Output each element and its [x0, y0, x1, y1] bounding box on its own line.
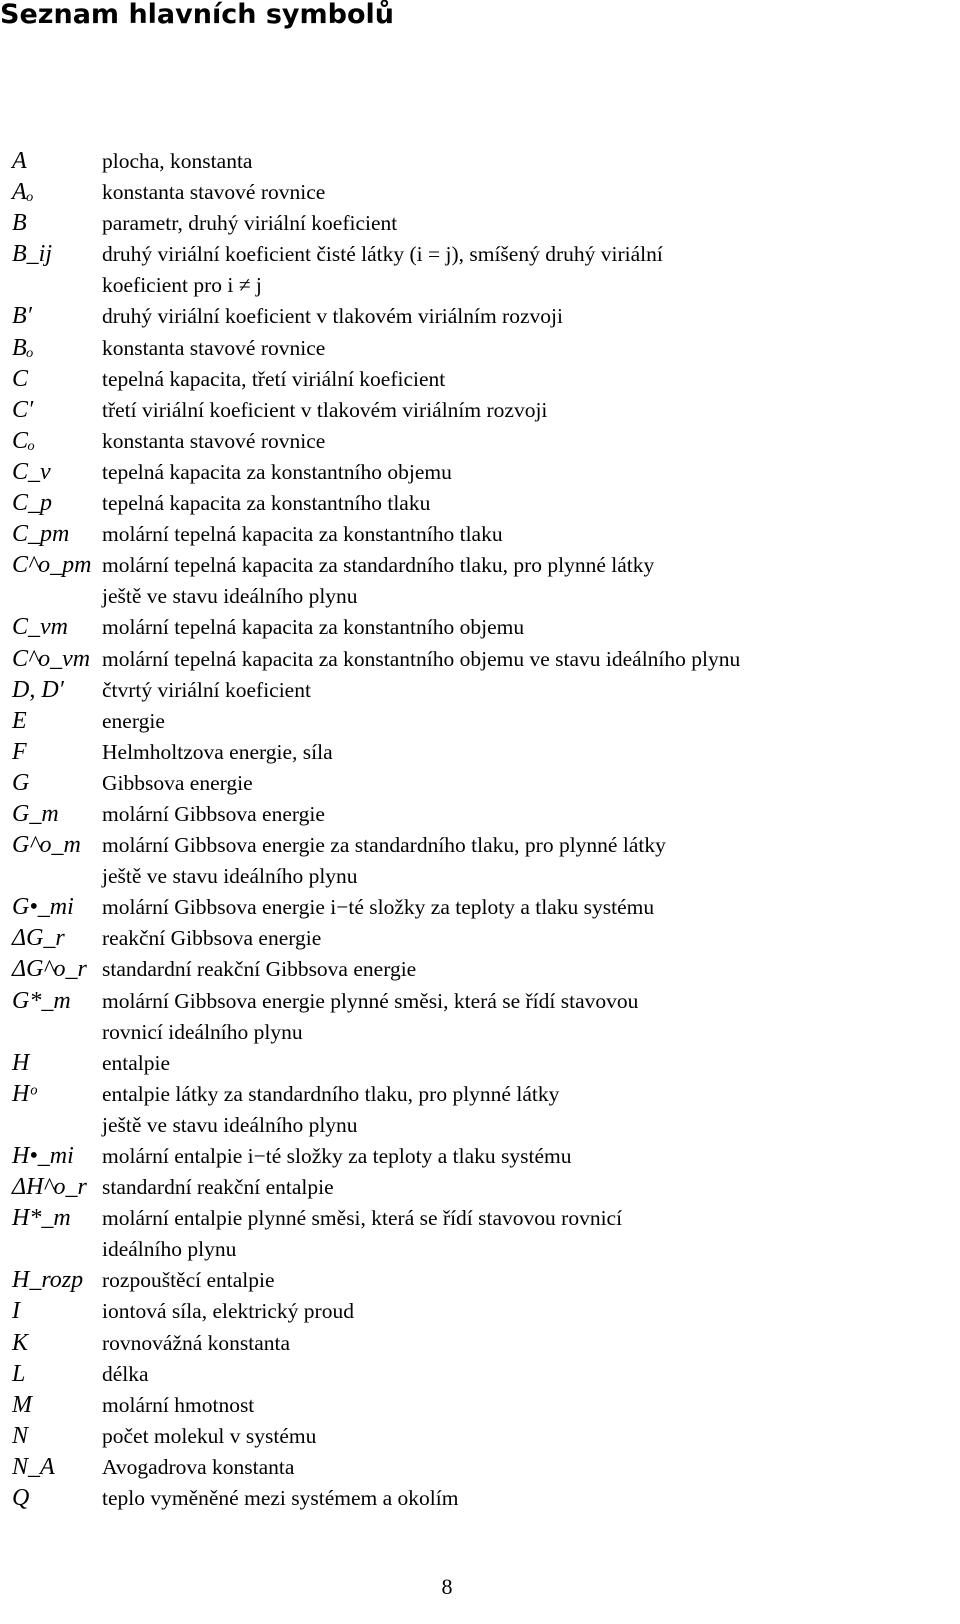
symbol: I	[12, 1298, 20, 1325]
symbol: M	[12, 1391, 32, 1418]
symbol-entry	[12, 1483, 952, 1514]
symbol-description: délka	[102, 1361, 149, 1386]
symbol-description: energie	[102, 708, 165, 733]
symbol: H	[12, 1049, 30, 1076]
symbol-description: molární Gibbsova energie za standardního tlaku, pro plynné látky ještě ve stavu ideálního plynu	[102, 833, 666, 889]
symbol-entry	[12, 364, 952, 395]
symbol-description: molární entalpie plynné směsi, která se řídí stavovou rovnicí ideálního plynu	[102, 1206, 623, 1262]
symbol: Hᵒ	[12, 1080, 37, 1107]
symbol: C^o_vm	[12, 645, 91, 672]
symbol-entry	[12, 612, 952, 643]
symbol-description: molární tepelná kapacita za konstantního objemu	[102, 615, 525, 640]
symbol-entry	[12, 239, 952, 301]
symbol: E	[12, 707, 27, 734]
symbol-description: čtvrtý viriální koeficient	[102, 677, 311, 702]
symbol-entry	[12, 1421, 952, 1452]
symbol-description: Avogadrova konstanta	[102, 1454, 295, 1479]
symbol-entry	[12, 1203, 952, 1265]
symbol-entry	[12, 1390, 952, 1421]
symbol: Q	[12, 1485, 30, 1512]
symbol-description: druhý viriální koeficient čisté látky (i = j), smíšený druhý viriální koeficient pro i ≠ j	[102, 242, 663, 298]
symbol: D, D′	[12, 676, 64, 703]
symbol-entry	[12, 706, 952, 737]
page-heading: Seznam hlavních symbolů	[0, 0, 395, 30]
symbol-entry	[12, 146, 952, 177]
symbol-description: entalpie látky za standardního tlaku, pro plynné látky ještě ve stavu ideálního plynu	[102, 1081, 560, 1137]
symbol: K	[12, 1329, 29, 1356]
symbol-entry	[12, 519, 952, 550]
symbol-description: molární tepelná kapacita za konstantního objemu ve stavu ideálního plynu	[102, 646, 741, 671]
symbol-description: standardní reakční Gibbsova energie	[102, 957, 417, 982]
symbol-description: molární Gibbsova energie plynné směsi, která se řídí stavovou rovnicí ideálního plynu	[102, 988, 639, 1044]
symbol-description: standardní reakční entalpie	[102, 1175, 334, 1200]
symbol: C′	[12, 396, 34, 423]
symbol: G*_m	[12, 987, 71, 1014]
symbol-entry	[12, 892, 952, 923]
symbol: G•_mi	[12, 894, 74, 921]
symbol: H•_mi	[12, 1143, 74, 1169]
symbol-description: tepelná kapacita, třetí viriální koeficient	[102, 366, 446, 391]
symbol-description: počet molekul v systému	[102, 1423, 317, 1448]
symbol-entry	[12, 208, 952, 239]
symbol-entry	[12, 675, 952, 706]
symbol-entry	[12, 1079, 952, 1141]
symbol-entry	[12, 426, 952, 457]
symbol-entry	[12, 1141, 952, 1172]
symbol-description: molární Gibbsova energie	[102, 801, 325, 826]
symbol: B′	[12, 303, 32, 330]
symbol-entry	[12, 644, 952, 675]
symbol-entry	[12, 488, 952, 519]
symbol: B	[12, 210, 27, 237]
symbol-description: molární entalpie i−té složky za teploty a tlaku systému	[102, 1144, 572, 1168]
symbol-entry	[12, 923, 952, 954]
symbol-description: parametr, druhý viriální koeficient	[102, 211, 398, 236]
symbol-description: Gibbsova energie	[102, 770, 253, 795]
symbol: F	[12, 738, 27, 765]
symbol: L	[12, 1360, 26, 1387]
symbol-entry	[12, 395, 952, 426]
symbol-list	[12, 146, 952, 1514]
symbol-description: molární hmotnost	[102, 1392, 255, 1417]
symbol-entry	[12, 301, 952, 332]
symbol-description: molární Gibbsova energie i−té složky za teploty a tlaku systému	[102, 895, 655, 920]
symbol-description: teplo vyměněné mezi systémem a okolím	[102, 1486, 459, 1511]
symbol: H*_m	[12, 1205, 71, 1232]
symbol-description: tepelná kapacita za konstantního objemu	[102, 459, 452, 484]
symbol-entry	[12, 1296, 952, 1327]
symbol: G^o_m	[12, 832, 81, 859]
symbol-entry	[12, 457, 952, 488]
symbol: H_rozp	[12, 1267, 84, 1294]
symbol-description: druhý viriální koeficient v tlakovém viriálním rozvoji	[102, 304, 563, 329]
symbol-description: iontová síla, elektrický proud	[102, 1299, 354, 1324]
symbol-entry	[12, 1172, 952, 1203]
symbol-description: konstanta stavové rovnice	[102, 335, 326, 360]
symbol-entry	[12, 1265, 952, 1296]
symbol: N_A	[12, 1453, 55, 1480]
symbol-description: reakční Gibbsova energie	[102, 926, 322, 951]
symbol: C_v	[12, 458, 51, 485]
symbol-entry	[12, 177, 952, 208]
symbol-description: tepelná kapacita za konstantního tlaku	[102, 491, 431, 516]
symbol-entry	[12, 1359, 952, 1390]
symbol: C	[12, 365, 29, 392]
symbol: C_p	[12, 490, 53, 517]
symbol-entry	[12, 799, 952, 830]
symbol-entry	[12, 1328, 952, 1359]
symbol-description: rovnovážná konstanta	[102, 1330, 291, 1355]
symbol-description: třetí viriální koeficient v tlakovém viriálním rozvoji	[102, 397, 548, 422]
symbol: N	[12, 1422, 29, 1449]
symbol-entry	[12, 830, 952, 892]
symbol: G_m	[12, 800, 59, 827]
symbol: Bₒ	[12, 334, 34, 361]
symbol: ΔG^o_r	[12, 956, 87, 983]
symbol-description: molární tepelná kapacita za konstantního tlaku	[102, 522, 503, 547]
page-number: 8	[441, 1574, 453, 1599]
symbol-entry	[12, 1048, 952, 1079]
symbol: ΔG_r	[12, 925, 65, 952]
symbol-description: Helmholtzova energie, síla	[102, 739, 333, 764]
symbol: C_pm	[12, 521, 70, 548]
symbol-description: rozpouštěcí entalpie	[102, 1268, 275, 1293]
symbol-description: konstanta stavové rovnice	[102, 428, 326, 453]
symbol-entry	[12, 768, 952, 799]
symbol: B_ij	[12, 241, 52, 268]
symbol-entry	[12, 954, 952, 985]
symbol-description: entalpie	[102, 1050, 171, 1075]
symbol: Aₒ	[12, 179, 34, 206]
symbol-entry	[12, 550, 952, 612]
symbol: Cₒ	[12, 427, 35, 454]
symbol: C_vm	[12, 614, 68, 641]
symbol-description: konstanta stavové rovnice	[102, 180, 326, 205]
symbol-entry	[12, 333, 952, 364]
symbol-entry	[12, 986, 952, 1048]
symbol: ΔH^o_r	[12, 1174, 87, 1201]
symbol-description: plocha, konstanta	[102, 149, 253, 173]
symbol-entry	[12, 1452, 952, 1483]
symbol-entry	[12, 737, 952, 768]
symbol: G	[12, 769, 30, 796]
symbol: A	[12, 148, 27, 174]
symbol: C^o_pm	[12, 552, 92, 579]
symbol-description: molární tepelná kapacita za standardního tlaku, pro plynné látky ještě ve stavu ideálního plynu	[102, 553, 655, 609]
